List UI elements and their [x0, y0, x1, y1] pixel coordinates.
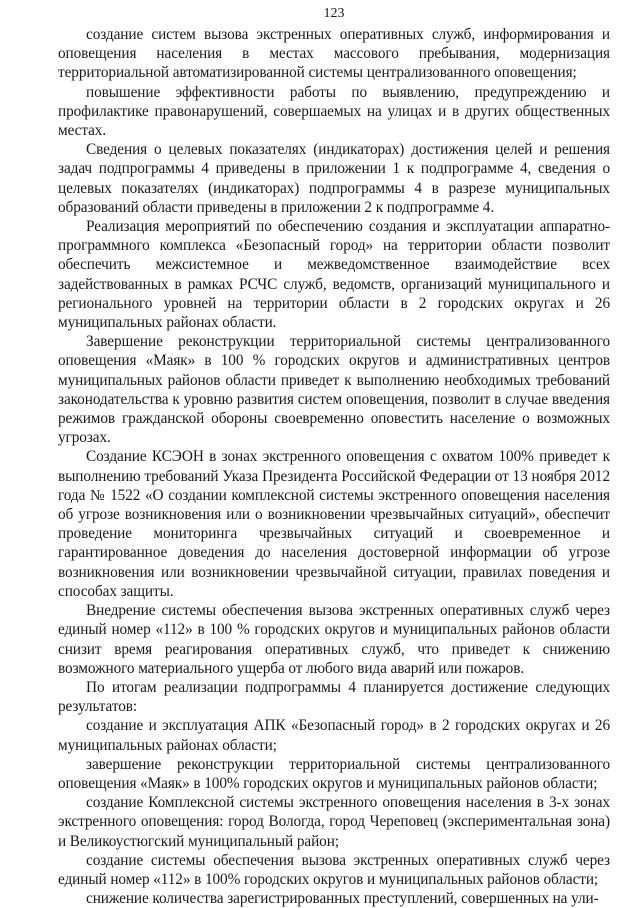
- paragraph-safe-city: Реализация мероприятий по обеспечению создания и эксплуатации аппаратно-программного комплекса «Безопасный город» на территории области позволит обеспечить межсистемное и межведомственное взаимодействие всех задействованных в рамках РСЧС служб, ведомств, организаций муниципального и регионального уровней на территории области в 2 городских округах и 26 муниципальных районах области.: [58, 218, 610, 332]
- result-item-crime-reduction: снижение количества зарегистрированных преступлений, совершенных на ули-: [86, 890, 599, 908]
- page-number: 123: [323, 6, 345, 21]
- paragraph-results-intro: По итогам реализации подпрограммы 4 планируется достижение следующих результатов:: [58, 678, 610, 716]
- paragraph-warning-systems: создание систем вызова экстренных оперативных служб, информирования и оповещения населения в местах массового пребывания, модернизация территориальной автоматизированной системы централизованного оповещения;: [58, 26, 610, 82]
- paragraph-112: Внедрение системы обеспечения вызова экстренных оперативных служб через единый номер «112» в 100 % городских округов и муниципальных районов области снизит время реагирования оперативных служб, что приведет к снижению возможного материального ущерба от любого вида аварий или пожаров.: [58, 602, 610, 677]
- paragraph-kseon: Создание КСЭОН в зонах экстренного оповещения с охватом 100% приведет к выполнению требований Указа Президента Российской Федерации от 13 ноября 2012 года № 1522 «О создании комплексной системы экстренного оповещения населения об угрозе возникновения или о возникновении чрезвычайных ситуаций», обеспечит проведение мониторинга чрезвычайных ситуаций и своевременное и гарантированное доведения до населения достоверной информации об угрозе возникновения или возникновении чрезвычайной ситуации, правилах поведения и способах защиты.: [58, 448, 610, 600]
- result-item-112: создание системы обеспечения вызова экстренных оперативных служб через единый номер «112» в 100% городских округов и муниципальных районов области;: [58, 851, 610, 888]
- result-item-safe-city: создание и эксплуатация АПК «Безопасный город» в 2 городских округах и 26 муниципальных районах области;: [58, 717, 610, 754]
- document-body: [58, 25, 610, 908]
- result-item-kseon: создание Комплексной системы экстренного оповещения населения в 3-х зонах экстренного оповещения: город Вологда, город Череповец (экспериментальная зона) и Великоустюгский муниципальный район;: [58, 794, 610, 850]
- paragraph-crime-prevention: повышение эффективности работы по выявлению, предупреждению и профилактике правонарушений, совершаемых на улицах и в других общественных местах.: [58, 83, 610, 140]
- result-item-mayak: завершение реконструкции территориальной системы централизованного оповещения «Маяк» в 100% городских округов и муниципальных районов области;: [58, 755, 610, 792]
- paragraph-mayak: Завершение реконструкции территориальной системы централизованного оповещения «Маяк» в 100 % городских округов и административных центров муниципальных районов области приведет к выполнению необходимых требований законодательства к уровню развития систем оповещения, позволит в случае введения режимов гражданской обороны своевременно оповестить население о возможных угрозах.: [58, 333, 610, 447]
- paragraph-indicators: Сведения о целевых показателях (индикаторах) достижения целей и решения задач подпрограммы 4 приведены в приложении 1 к подпрограмме 4, сведения о целевых показателях (индикаторах) подпрограммы 4 в разрезе муниципальных образований области приведены в приложении 2 к подпрограмме 4.: [58, 141, 610, 216]
